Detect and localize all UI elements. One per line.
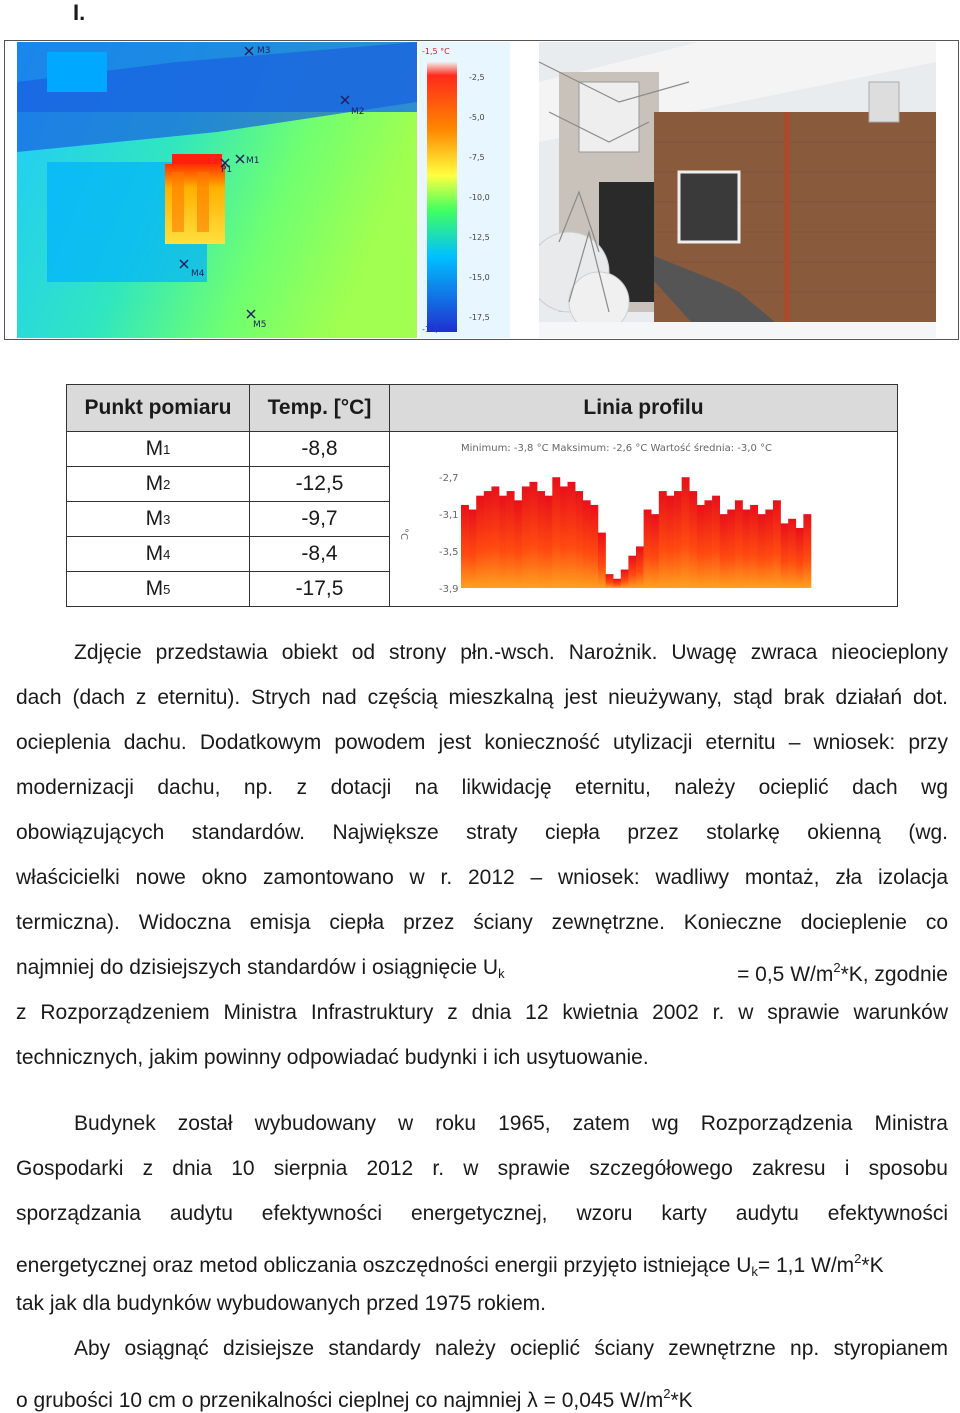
chart-bar (750, 505, 758, 588)
table-row-point: M 3 (66, 501, 250, 537)
thermal-tick: -10,0 (469, 193, 490, 202)
para1-line: termiczna). Widoczna emisja ciepła przez ściany zewnętrzne. Konieczne docieplenie co (16, 911, 948, 934)
building-photo (539, 42, 936, 338)
chart-bar (674, 491, 682, 588)
chart-title: Minimum: -3,8 °C Maksimum: -2,6 °C Wartość średnia: -3,0 °C (461, 443, 772, 454)
thermal-scale-top: -1,5 °C (422, 47, 450, 56)
chart-bar (628, 556, 636, 588)
para1-line (16, 956, 948, 987)
chart-bar (484, 491, 492, 588)
chart-bar (697, 505, 705, 588)
chart-y-tick: -3,1 (439, 510, 459, 522)
table-row-point: M 2 (66, 466, 250, 502)
chart-bar (727, 510, 735, 588)
chart-bar (796, 528, 804, 588)
para1-line: dach (dach z eternitu). Strych nad częścią mieszkalną jest nieużywany, stąd brak działań dot. (16, 686, 948, 709)
chart-bar (613, 579, 621, 588)
marker-m5: M5 (253, 320, 267, 330)
thermal-scale-bottom: -17,5 °C (422, 325, 455, 334)
chart-bar (575, 491, 583, 588)
table-row-temp: -8,8 (249, 431, 390, 467)
table-row-point: M 1 (66, 431, 250, 467)
chart-bar (704, 500, 712, 588)
chart-bar (507, 491, 515, 588)
thermal-tick: -15,0 (469, 273, 490, 282)
chart-bar (743, 510, 751, 588)
chart-bar (568, 482, 576, 588)
para1-line: technicznych, jakim powinny odpowiadać budynki i ich usytuowanie. (16, 1046, 649, 1069)
line8-part-a: najmniej do dzisiejszych standardów i osiągnięcie $U_k$ (16, 956, 505, 981)
header-point: Punkt pomiaru (66, 384, 250, 432)
chart-bar (522, 486, 530, 588)
header-profile: Linia profilu (389, 384, 898, 432)
chart-bar (773, 500, 781, 588)
para2-line: Budynek został wybudowany w roku 1965, zatem wg Rozporządzenia Ministra (74, 1112, 948, 1135)
chart-y-tick: -2,7 (439, 473, 459, 485)
para3-line: o grubości 10 cm o przenikalności cieplnej co najmniej λ = 0,045 $W/m^2*K$ (16, 1386, 693, 1412)
chart-bar (758, 514, 766, 588)
line8-part-b: = 0,5 $W/m^2*K$, zgodnie (737, 960, 948, 986)
thermal-tick: -7,5 (469, 153, 485, 162)
chart-bar (491, 486, 499, 588)
chart-bar (606, 574, 614, 588)
chart-bar (651, 514, 659, 588)
profile-chart (391, 433, 896, 605)
chart-bar (545, 496, 553, 588)
para1-line: Zdjęcie przedstawia obiekt od strony płn.-wsch. Narożnik. Uwagę zwraca nieocieplony (74, 641, 948, 664)
chart-bar (537, 491, 545, 588)
header-temp: Temp. [°C] (249, 384, 390, 432)
chart-bar (552, 477, 560, 588)
thermal-tick: -17,5 (469, 313, 490, 322)
table-row-point: M 5 (66, 571, 250, 607)
thermal-tick: -2,5 (469, 73, 485, 82)
chart-bar (659, 491, 667, 588)
para1-line: właścicielki nowe okno zamontowano w r. 2012 – wniosek: wadliwy montaż, zła izolacja (16, 866, 948, 889)
para2-line: tak jak dla budynków wybudowanych przed 1975 rokiem. (16, 1292, 546, 1315)
para1-line: ocieplenia dachu. Dodatkowym powodem jest konieczność utylizacji eternitu – wniosek: przy (16, 731, 948, 754)
para3-line: Aby osiągnąć dzisiejsze standardy należy ocieplić ściany zewnętrzne np. styropianem (74, 1337, 948, 1360)
chart-bar (499, 496, 507, 588)
marker-m4: M4 (191, 269, 205, 279)
para2-line: Gospodarki z dnia 10 sierpnia 2012 r. w sprawie szczegółowego zakresu i sposobu (16, 1157, 948, 1180)
chart-bar (461, 505, 469, 588)
table-row-point: M 4 (66, 536, 250, 572)
profile-chart-cell (389, 431, 898, 607)
chart-bar (765, 510, 773, 588)
chart-bar (529, 482, 537, 588)
chart-bar (514, 500, 522, 588)
chart-bar (803, 514, 811, 588)
chart-y-tick: -3,9 (439, 584, 459, 595)
table-row-temp: -8,4 (249, 536, 390, 572)
marker-p1: P1 (221, 165, 233, 175)
chart-bar (788, 519, 796, 588)
thermal-image (17, 42, 510, 338)
chart-bar (689, 491, 697, 588)
para2-line: sporządzania audytu efektywności energetycznej, wzoru karty audytu efektywności (16, 1202, 948, 1225)
table-row-temp: -9,7 (249, 501, 390, 537)
chart-bar (781, 523, 789, 588)
chart-ylabel: °C (398, 528, 409, 540)
chart-bar (469, 510, 477, 588)
chart-bar (636, 546, 644, 588)
chart-bar (621, 570, 629, 588)
para1-line: obowiązujących standardów. Największe straty ciepła przez stolarkę okienną (wg. (16, 821, 948, 844)
chart-bar (666, 496, 674, 588)
chart-bar (560, 486, 568, 588)
section-label: I. (73, 0, 86, 25)
thermal-tick: -12,5 (469, 233, 490, 242)
marker-m1: M1 (246, 156, 260, 166)
chart-bar (735, 500, 743, 588)
thermal-tick: -5,0 (469, 113, 485, 122)
para2-line (16, 1247, 948, 1284)
chart-bar (712, 496, 720, 588)
line4-part-a: energetycznej oraz metod obliczania oszczędności energii przyjęto istniejące $U_k= 1,1$ $W/m^2*K$ (16, 1251, 884, 1279)
table-row-temp: -17,5 (249, 571, 390, 607)
measurement-table (66, 384, 898, 607)
chart-bar (682, 477, 690, 588)
marker-m2: M2 (351, 107, 365, 117)
chart-bar (476, 496, 484, 588)
para1-line: modernizacji dachu, np. z dotacji na likwidację eternitu, należy ocieplić dach wg (16, 776, 948, 799)
chart-bar (590, 505, 598, 588)
chart-y-tick: -3,5 (439, 547, 459, 559)
chart-bar (583, 500, 591, 588)
chart-bar (720, 514, 728, 588)
chart-bar (644, 510, 652, 588)
marker-m3: M3 (257, 46, 271, 56)
table-row-temp: -12,5 (249, 466, 390, 502)
para1-line: z Rozporządzeniem Ministra Infrastruktury z dnia 12 kwietnia 2002 r. w sprawie warunków (16, 1001, 948, 1024)
chart-bar (598, 533, 606, 588)
